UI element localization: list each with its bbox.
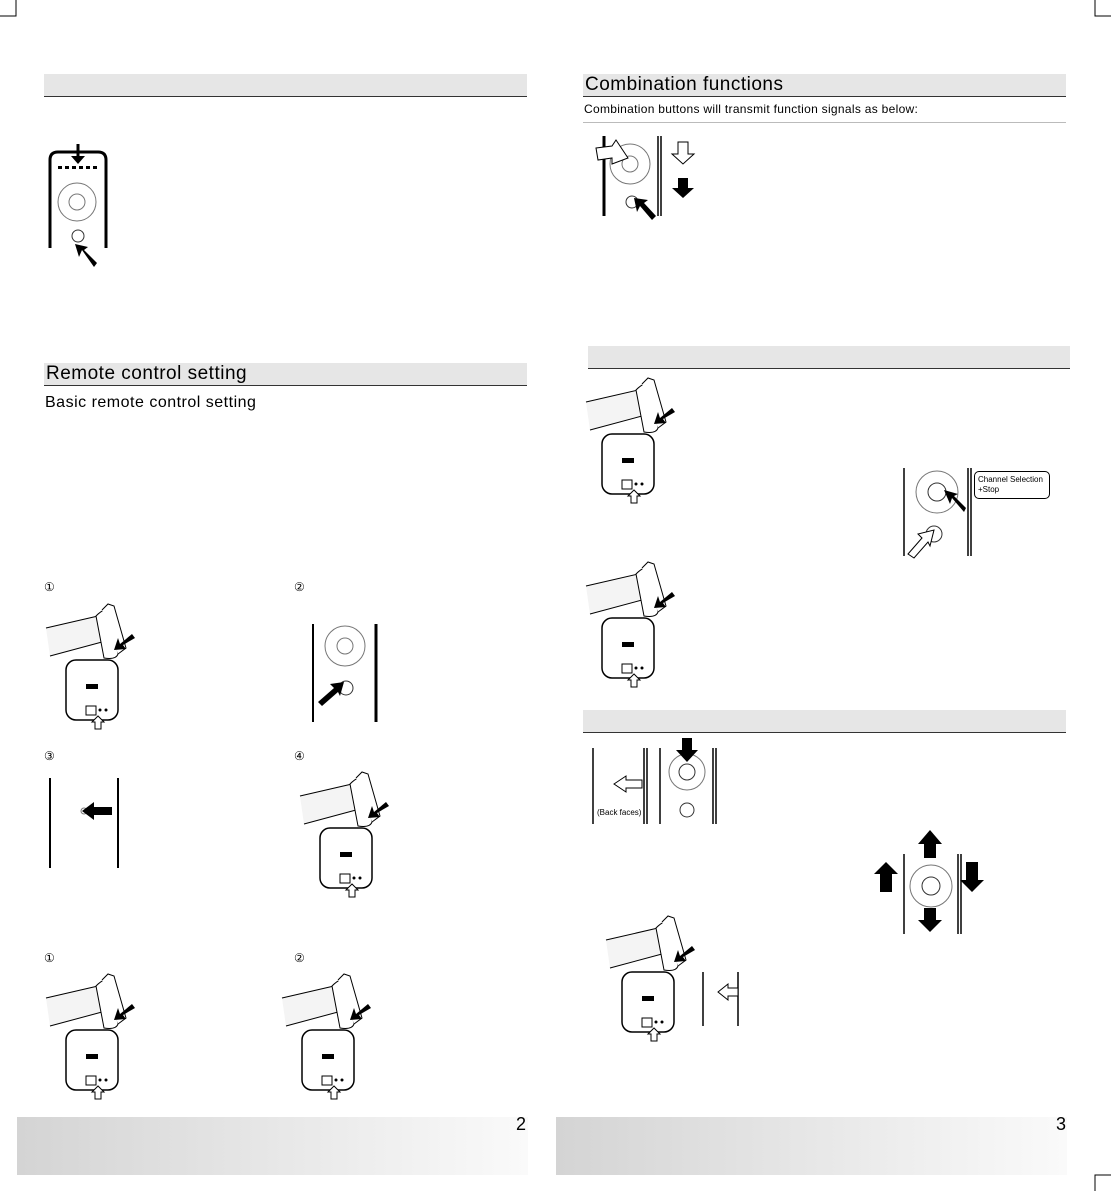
step-a3-label: ③ <box>44 749 55 763</box>
direction-section-header <box>583 710 1066 733</box>
motor-illustration-a1 <box>46 598 146 730</box>
motor-illustration-c2 <box>586 556 686 688</box>
motor-illustration-b2 <box>282 968 382 1100</box>
motor-illustration-a4 <box>300 766 400 898</box>
step-b2-label: ② <box>294 951 305 965</box>
combination-illustration <box>594 136 704 226</box>
step-b1-label: ① <box>44 951 55 965</box>
remote-setting-title: Remote control setting <box>46 363 248 384</box>
channel-selection-label-line1: Channel Selection <box>978 475 1043 484</box>
top-section-header <box>44 74 527 97</box>
combination-intro: Combination buttons will transmit function signals as below: <box>584 102 919 116</box>
combination-header <box>583 74 1066 97</box>
combination-title: Combination functions <box>585 74 784 95</box>
remote-top-illustration <box>44 140 114 270</box>
motor-illustration-c1 <box>586 372 686 504</box>
step-a4-label: ④ <box>294 749 305 763</box>
remote-step-a3-illustration <box>46 778 126 870</box>
remote-setting-header <box>44 363 527 386</box>
direction-remote-illustration <box>870 830 990 936</box>
step-a1-label: ① <box>44 580 55 594</box>
left-footer-bar <box>17 1117 528 1175</box>
remote-step-a2-illustration <box>310 624 382 724</box>
back-faces-label: (Back faces) <box>597 808 642 817</box>
motor-illustration-d1 <box>606 910 706 1042</box>
right-footer-bar <box>556 1117 1067 1175</box>
right-page-number: 3 <box>1056 1114 1067 1134</box>
remote-setting-subtitle: Basic remote control setting <box>45 394 257 411</box>
combination-rule <box>583 122 1066 123</box>
channel-remote-illustration <box>900 468 980 560</box>
step-a2-label: ② <box>294 580 305 594</box>
channel-section-header <box>588 346 1070 369</box>
left-page-number: 2 <box>516 1114 527 1134</box>
motor-illustration-b1 <box>46 968 146 1100</box>
channel-selection-label-line2: +Stop <box>978 485 1000 494</box>
back-arrow-small-illustration <box>698 970 744 1028</box>
channel-selection-label-box <box>974 471 1050 499</box>
